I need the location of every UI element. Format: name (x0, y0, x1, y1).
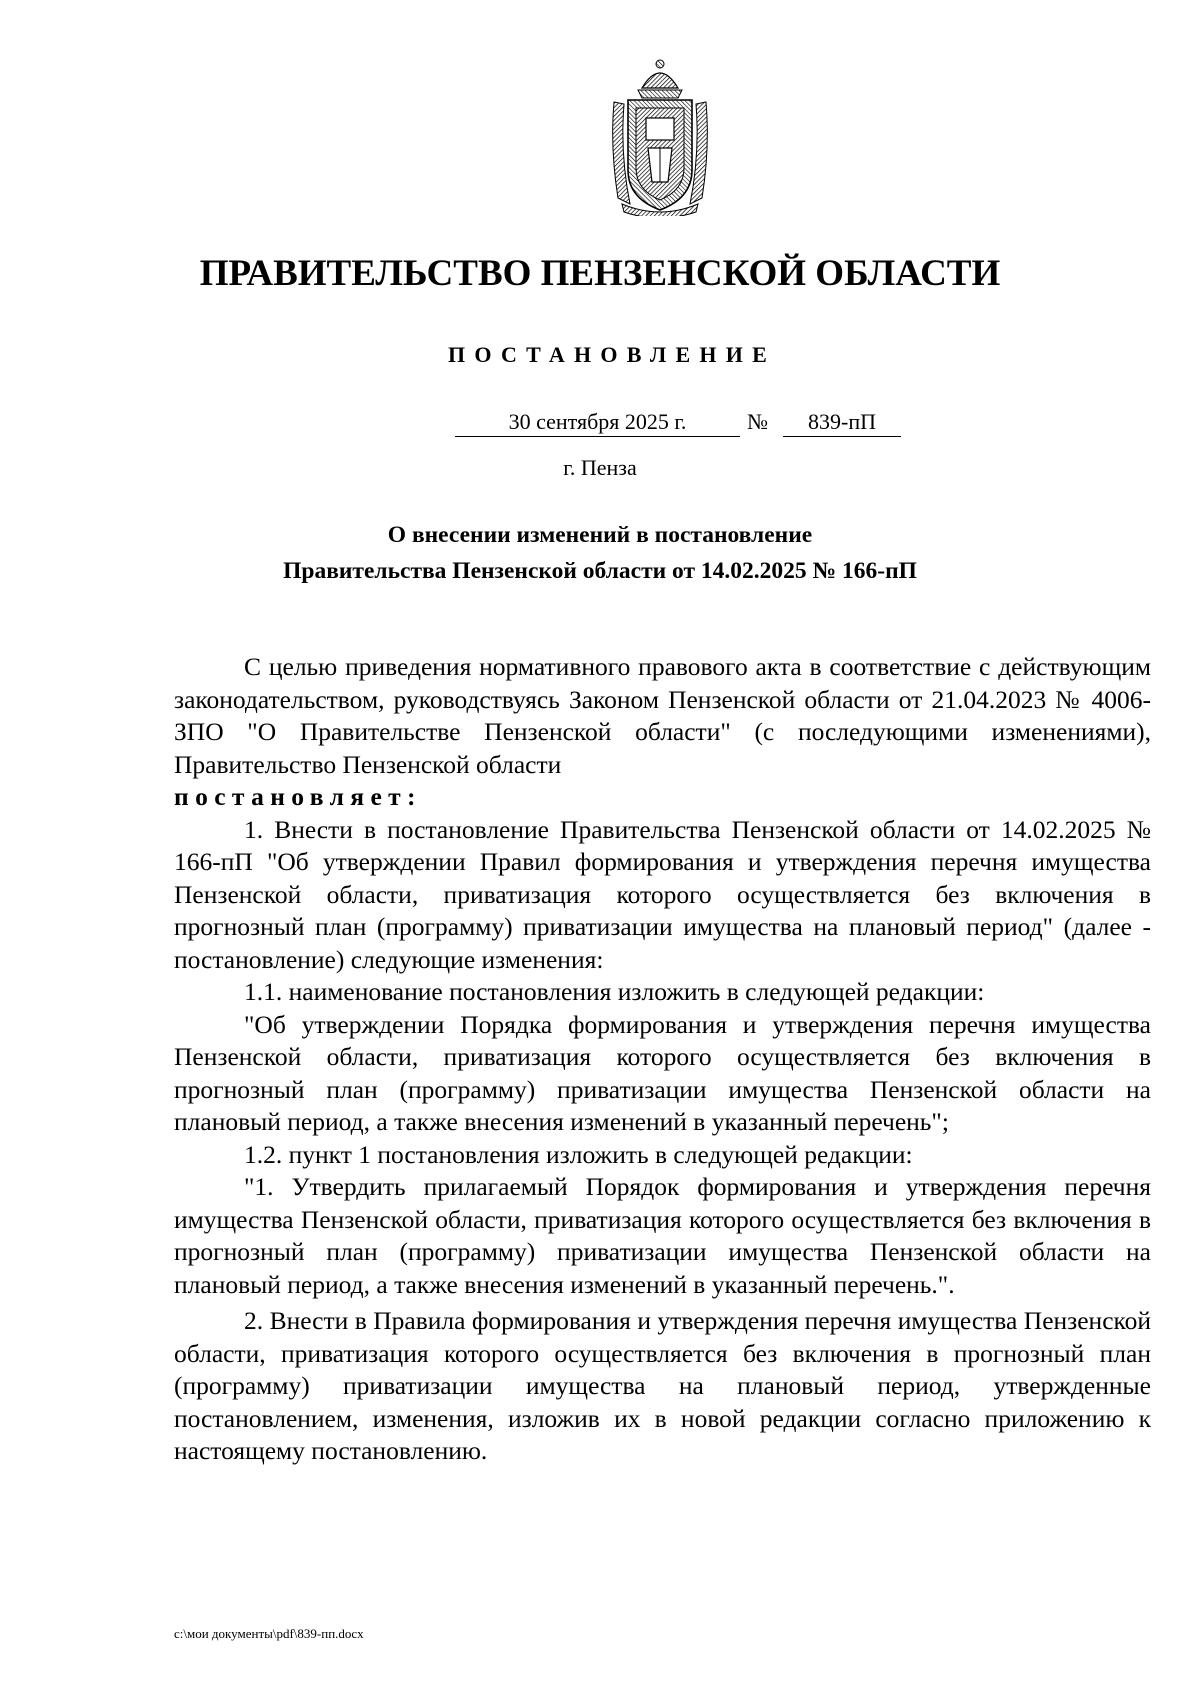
item-1-2-text: "1. Утвердить прилагаемый Порядок формирования и утверждения перечня имущества Пензенской области, приватизация которого осуществляется без включения в прогнозный план (программу) приватизации имущества Пензенской области на плановый период, а также внесения изменений в указанный перечень.". (174, 1172, 1151, 1299)
item-1-2: 1.2. пункт 1 постановления изложить в следующей редакции: (244, 1139, 913, 1169)
document-date-number (0, 408, 1200, 442)
document-city: г. Пенза (563, 455, 637, 480)
file-path-footer: c:\мои документы\pdf\839-пп.docx (174, 1626, 364, 1641)
document-type: ПОСТАНОВЛЕНИЕ (448, 342, 776, 367)
preamble-text: С целью приведения нормативного правового акта в соответствие с действующим законодательством, руководствуясь Законом Пензенской области от 21.04.2023 № 4006-ЗПО "О Правительстве Пензенской области" (с последующими изменениями), Правительство Пензенской области (174, 652, 1151, 779)
resolves-word: постановляет: (174, 782, 422, 811)
document-number: 839-пП (783, 408, 901, 437)
subject-line-1: О внесении изменений в постановление (387, 522, 813, 548)
resolves-paragraph (174, 781, 1151, 814)
item-1: 1. Внести в постановление Правительства Пензенской области от 14.02.2025 № 166-пП "Об утверждении Правил формирования и утверждения перечня имущества Пензенской области, приватизация которого осуществляется без включения в прогнозный план (программу) приватизации имущества на плановый период" (далее - постановление) следующие изменения: (174, 814, 1151, 974)
document-date: 30 сентября 2025 г. (455, 408, 740, 437)
item-1-1: 1.1. наименование постановления изложить в следующей редакции: (244, 977, 985, 1006)
organization-title: ПРАВИТЕЛЬСТВО ПЕНЗЕНСКОЙ ОБЛАСТИ (199, 253, 1001, 294)
number-sign: № (747, 409, 768, 434)
subject-line-2: Правительства Пензенской области от 14.02.2025 № 166-пП (283, 558, 917, 584)
coat-of-arms-icon (608, 58, 712, 216)
item-2: 2. Внести в Правила формирования и утверждения перечня имущества Пензенской области, приватизация которого осуществляется без включения в прогнозный план (программу) приватизации имущества на плановый период, утвержденные постановлением, изменения, изложив их в новой редакции согласно приложению к настоящему постановлению. (174, 1306, 1151, 1465)
document-subject (0, 517, 1200, 589)
document-body (174, 651, 1151, 1468)
preamble-paragraph (174, 651, 1151, 781)
item-1-1-text: "Об утверждении Порядка формирования и утверждения перечня имущества Пензенской области, приватизация которого осуществляется без включения в прогнозный план (программу) приватизации имущества Пензенской области на плановый период, а также внесения изменений в указанный перечень"; (174, 1009, 1151, 1136)
